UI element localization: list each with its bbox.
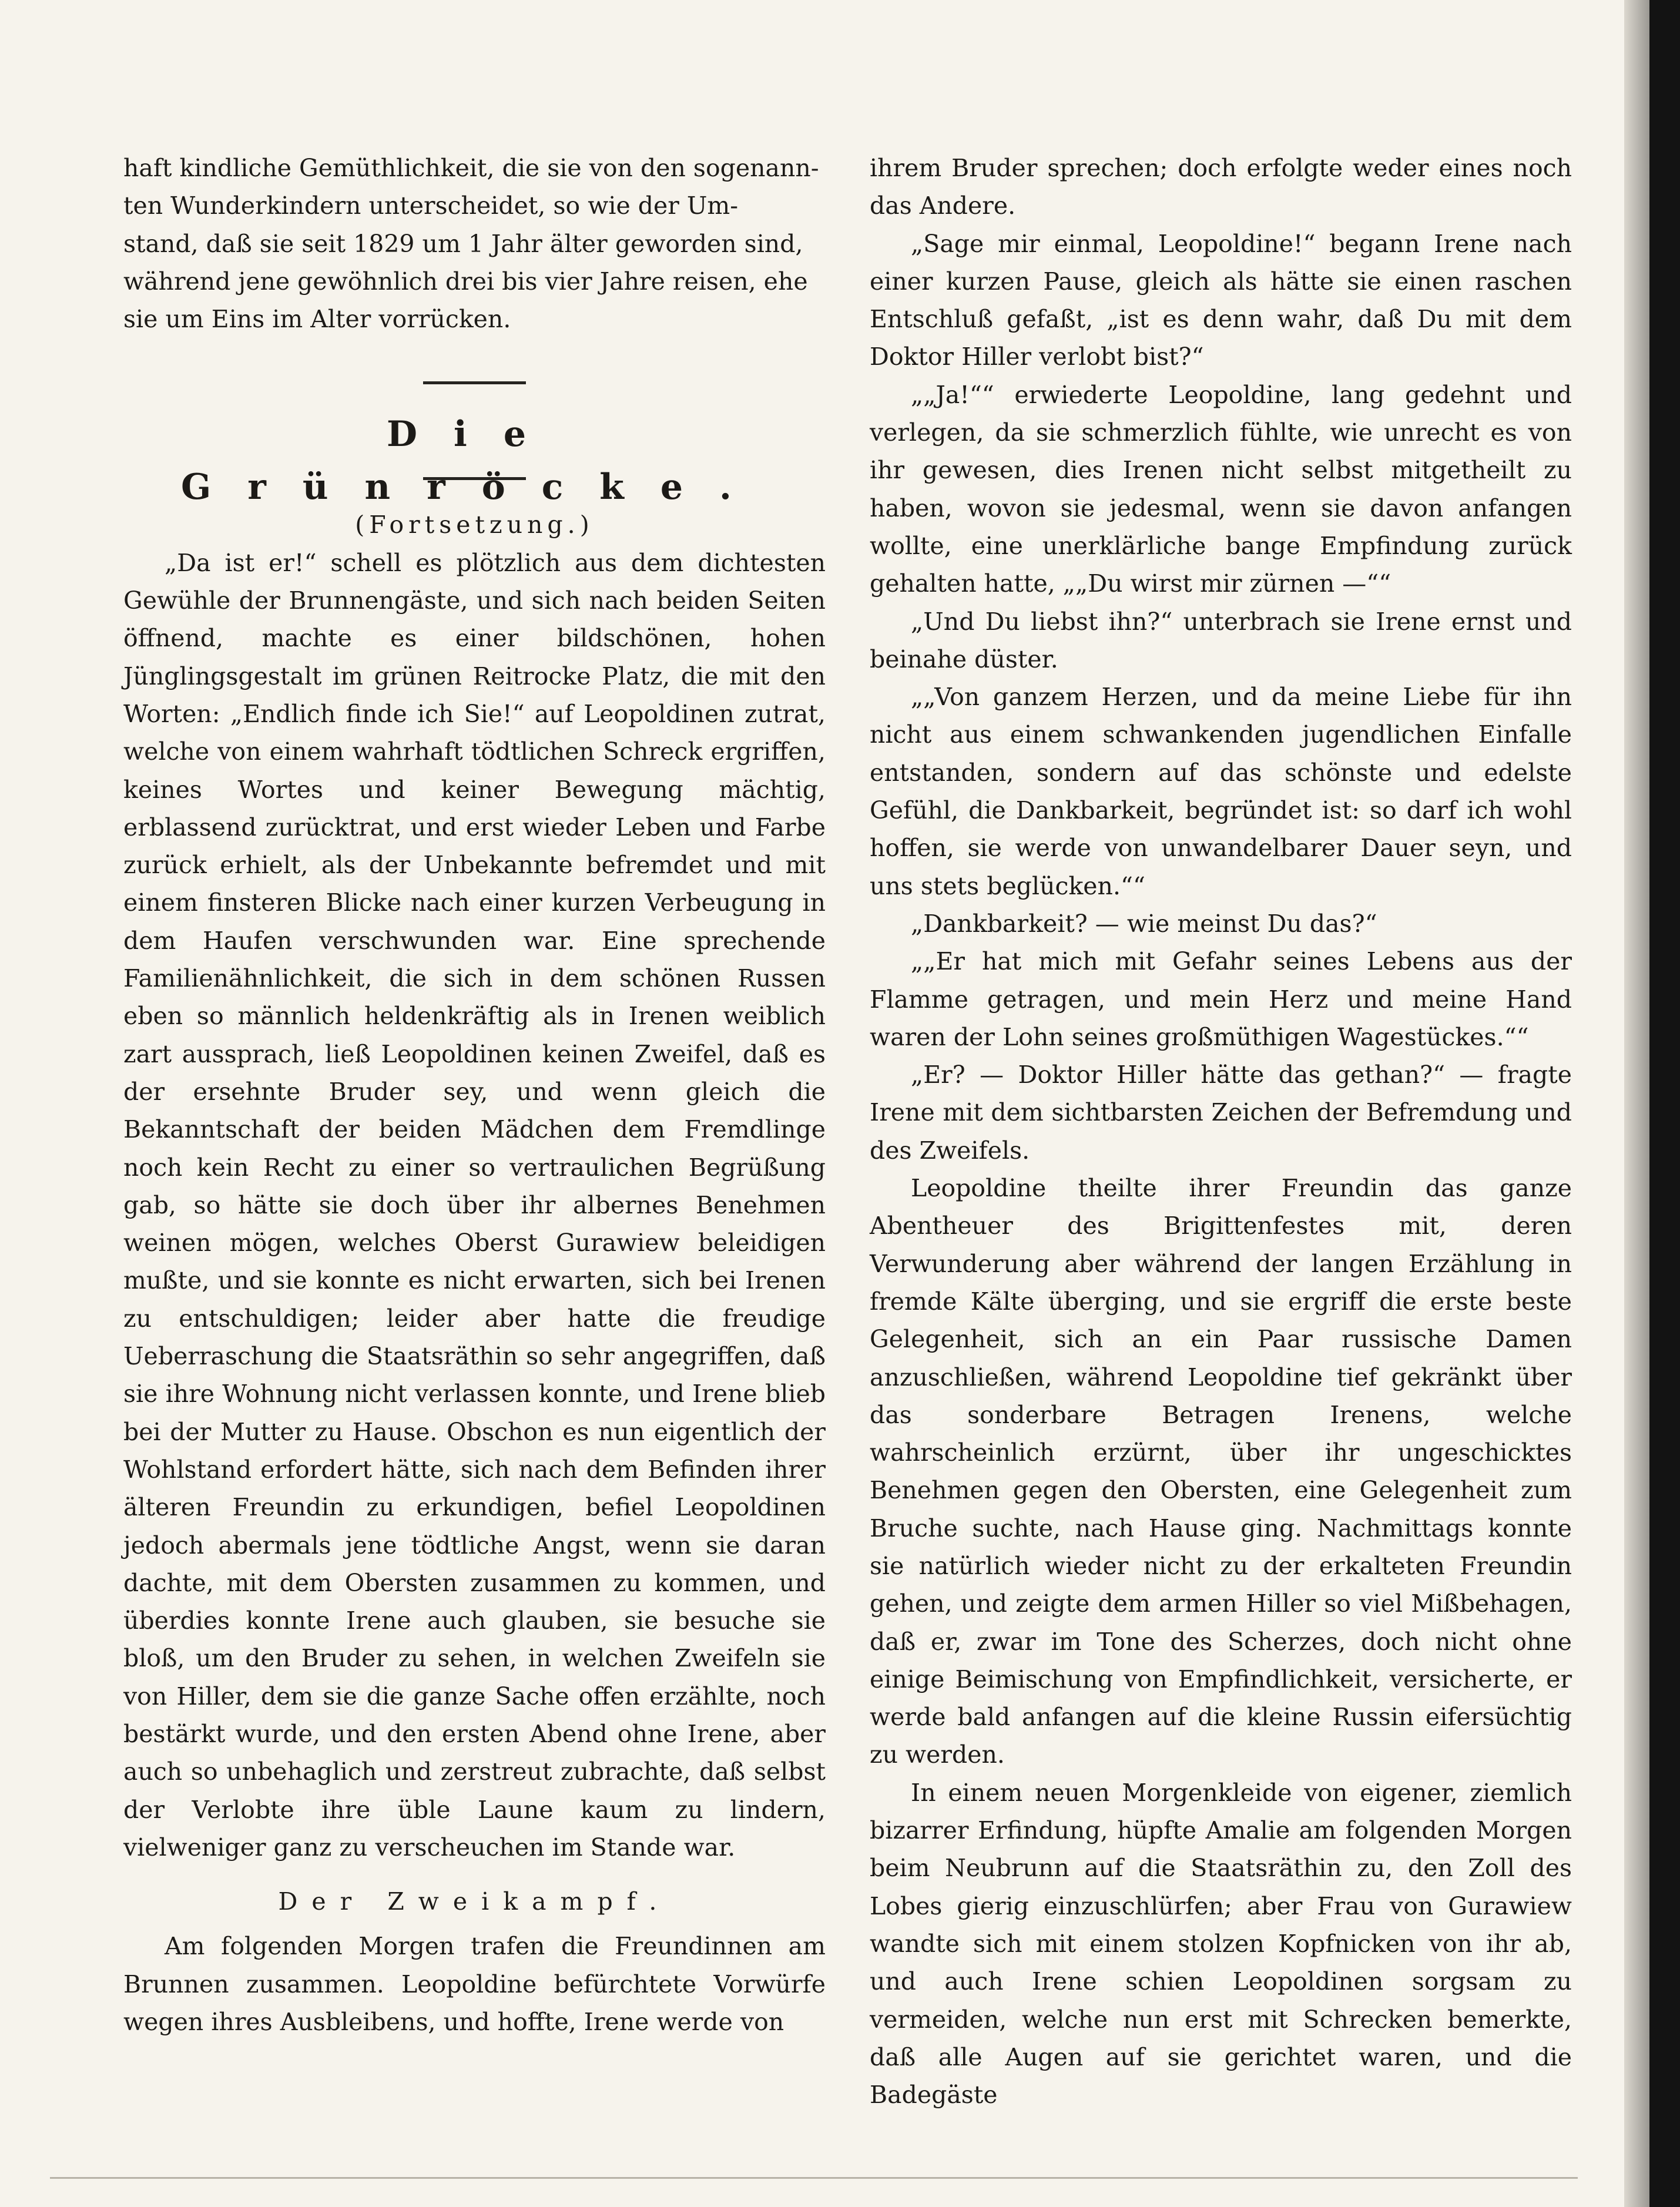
paragraph: „Dankbarkeit? — wie meinst Du das?“ — [911, 909, 1377, 938]
paragraph: „„Ja!““ erwiederte Leopoldine, lang gedehnt und verlegen, da sie schmerzlich fühlte, wie unrecht es von ihr gewesen, dies Irenen nicht selbst mitgetheilt zu haben, wovon sie jedesmal, wenn sie davon anfangen wollte, eine unerklärliche bange Empfindung zurück gehalten hatte, „„Du wirst mir zürnen —““ — [870, 380, 1572, 598]
bottom-rule — [50, 2177, 1578, 2179]
paragraph: „Er? — Doktor Hiller hätte das gethan?“ — fragte Irene mit dem sichtbarsten Zeichen der Befremdung und des Zweifels. — [870, 1061, 1572, 1165]
paragraph: „Sage mir einmal, Leopoldine!“ begann Irene nach einer kurzen Pause, gleich als hätte sie einen raschen Entschluß gefaßt, „ist es denn wahr, daß Du mit dem Doktor Hiller verlobt bist?“ — [870, 229, 1572, 371]
intro-line: während jene gewöhnlich drei bis vier Jahre reisen, ehe — [123, 267, 808, 296]
paragraph: Leopoldine theilte ihrer Freundin das ganze Abentheuer des Brigittenfestes mit, deren Verwunderung aber während der langen Erzählung in fremde Kälte überging, und sie ergriff die erste beste Gelegenheit, sich an ein Paar russische Damen anzuschließen, während Leopoldine tief gekränkt über das sonderbare Betragen Irenens, welche wahrscheinlich erzürnt, über ihr ungeschicktes Benehmen gegen den Obersten, eine Gelegenheit zum Bruche suchte, nach Hause ging. Nachmittags konnte sie natürlich wieder nicht zu der erkalteten Freundin gehen, und zeigte dem armen Hiller so viel Mißbehagen, daß er, zwar im Tone des Scherzes, doch nicht ohne einige Beimischung von Empfindlichkeit, versicherte, er werde bald anfangen auf die kleine Russin eifersüchtig zu werden. — [870, 1174, 1572, 1769]
intro-line: sie um Eins im Alter vorrücken. — [123, 305, 511, 334]
story-title: Die Grünröcke. — [181, 414, 768, 508]
paragraph: „„Von ganzem Herzen, und da meine Liebe für ihn nicht aus einem schwankenden jugendlichen Einfalle entstanden, sondern auf das schönste und edelste Gefühl, die Dankbarkeit, begründet ist: so darf ich wohl hoffen, sie werde von unwandelbarer Dauer seyn, und uns stets beglücken.““ — [870, 683, 1572, 900]
intro-line: haft kindliche Gemüthlichkeit, die sie von den sogenann- — [123, 154, 819, 182]
paragraph: In einem neuen Morgenkleide von eigener, ziemlich bizarrer Erfindung, hüpfte Amalie am folgenden Morgen beim Neubrunn auf die Staatsräthin zu, den Zoll des Lobes gierig einzuschlürfen; aber Frau von Gurawiew wandte sich mit einem stolzen Kopfnicken von ihr ab, und auch Irene schien Leopoldinen sorgsam zu vermeiden, welche nun erst mit Schrecken bemerkte, daß alle Augen auf sie gerichtet waren, und die Badegäste — [870, 1778, 1572, 2109]
intro-line: ten Wunderkindern unterscheidet, so wie der Um- — [123, 192, 739, 220]
section-paragraph: Am folgenden Morgen trafen die Freundinnen am Brunnen zusammen. Leopoldine befürchtete Vorwürfe wegen ihres Ausbleibens, und hoffte, Irene werde von — [123, 1932, 826, 2037]
section-title: Der Zweikampf. — [278, 1887, 671, 1916]
story-paragraph: „Da ist er!“ schell es plötzlich aus dem dichtesten Gewühle der Brunnengäste, und sich nach beiden Seiten öffnend, machte es einer bildschönen, hohen Jünglingsgestalt im grünen Reitrocke Platz, die mit den Worten: „Endlich finde ich Sie!“ auf Leopoldinen zutrat, welche von einem wahrhaft tödtlichen Schreck ergriffen, keines Wortes und keiner Bewegung mächtig, erblassend zurücktrat, und erst wieder Leben und Farbe zurück erhielt, als der Unbekannte befremdet und mit einem finsteren Blicke nach einer kurzen Verbeugung in dem Haufen verschwunden war. Eine sprechende Familienähnlichkeit, die sich in dem schönen Russen eben so männlich heldenkräftig als in Irenen weiblich zart aussprach, ließ Leopoldinen keinen Zweifel, daß es der ersehnte Bruder sey, und wenn gleich die Bekanntschaft der beiden Mädchen dem Fremdlinge noch kein Recht zu einer so vertraulichen Begrüßung gab, so hätte sie doch über ihr albernes Benehmen weinen mögen, welches Oberst Gurawiew beleidigen mußte, und sie konnte es nicht erwarten, sich bei Irenen zu entschuldigen; leider aber hatte die freudige Ueberraschung die Staatsräthin so sehr angegriffen, daß sie ihre Wohnung nicht verlassen konnte, und Irene blieb bei der Mutter zu Hause. Obschon es nun eigentlich der Wohlstand erfordert hätte, sich nach dem Befinden ihrer älteren Freundin zu erkundigen, befiel Leopoldinen jedoch abermals jene tödtliche Angst, wenn sie daran dachte, mit dem Obersten zusammen zu kommen, und überdies konnte Irene auch glauben, sie besuche sie bloß, um den Bruder zu sehen, in welchen Zweifeln sie von Hiller, dem sie die ganze Sache offen erzählte, noch bestärkt wurde, und den ersten Abend ohne Irene, aber auch so unbehaglich und zerstreut zubrachte, daß selbst der Verlobte ihre üble Laune kaum zu lindern, vielweniger ganz zu verscheuchen im Stande war. — [123, 548, 826, 1861]
scanner-border — [1649, 0, 1680, 2207]
right-column — [870, 149, 1572, 2114]
paragraph: „„Er hat mich mit Gefahr seines Lebens aus der Flamme getragen, und mein Herz und meine Hand waren der Lohn seines großmüthigen Wagestückes.““ — [870, 947, 1572, 1051]
paragraph: ihrem Bruder sprechen; doch erfolgte weder eines noch das Andere. — [870, 154, 1572, 220]
left-column — [123, 149, 826, 2041]
intro-line: stand, daß sie seit 1829 um 1 Jahr älter geworden sind, — [123, 229, 803, 258]
continuation-label: (Fortsetzung.) — [355, 511, 594, 539]
paragraph: „Und Du liebst ihn?“ unterbrach sie Irene ernst und beinahe düster. — [870, 607, 1572, 673]
